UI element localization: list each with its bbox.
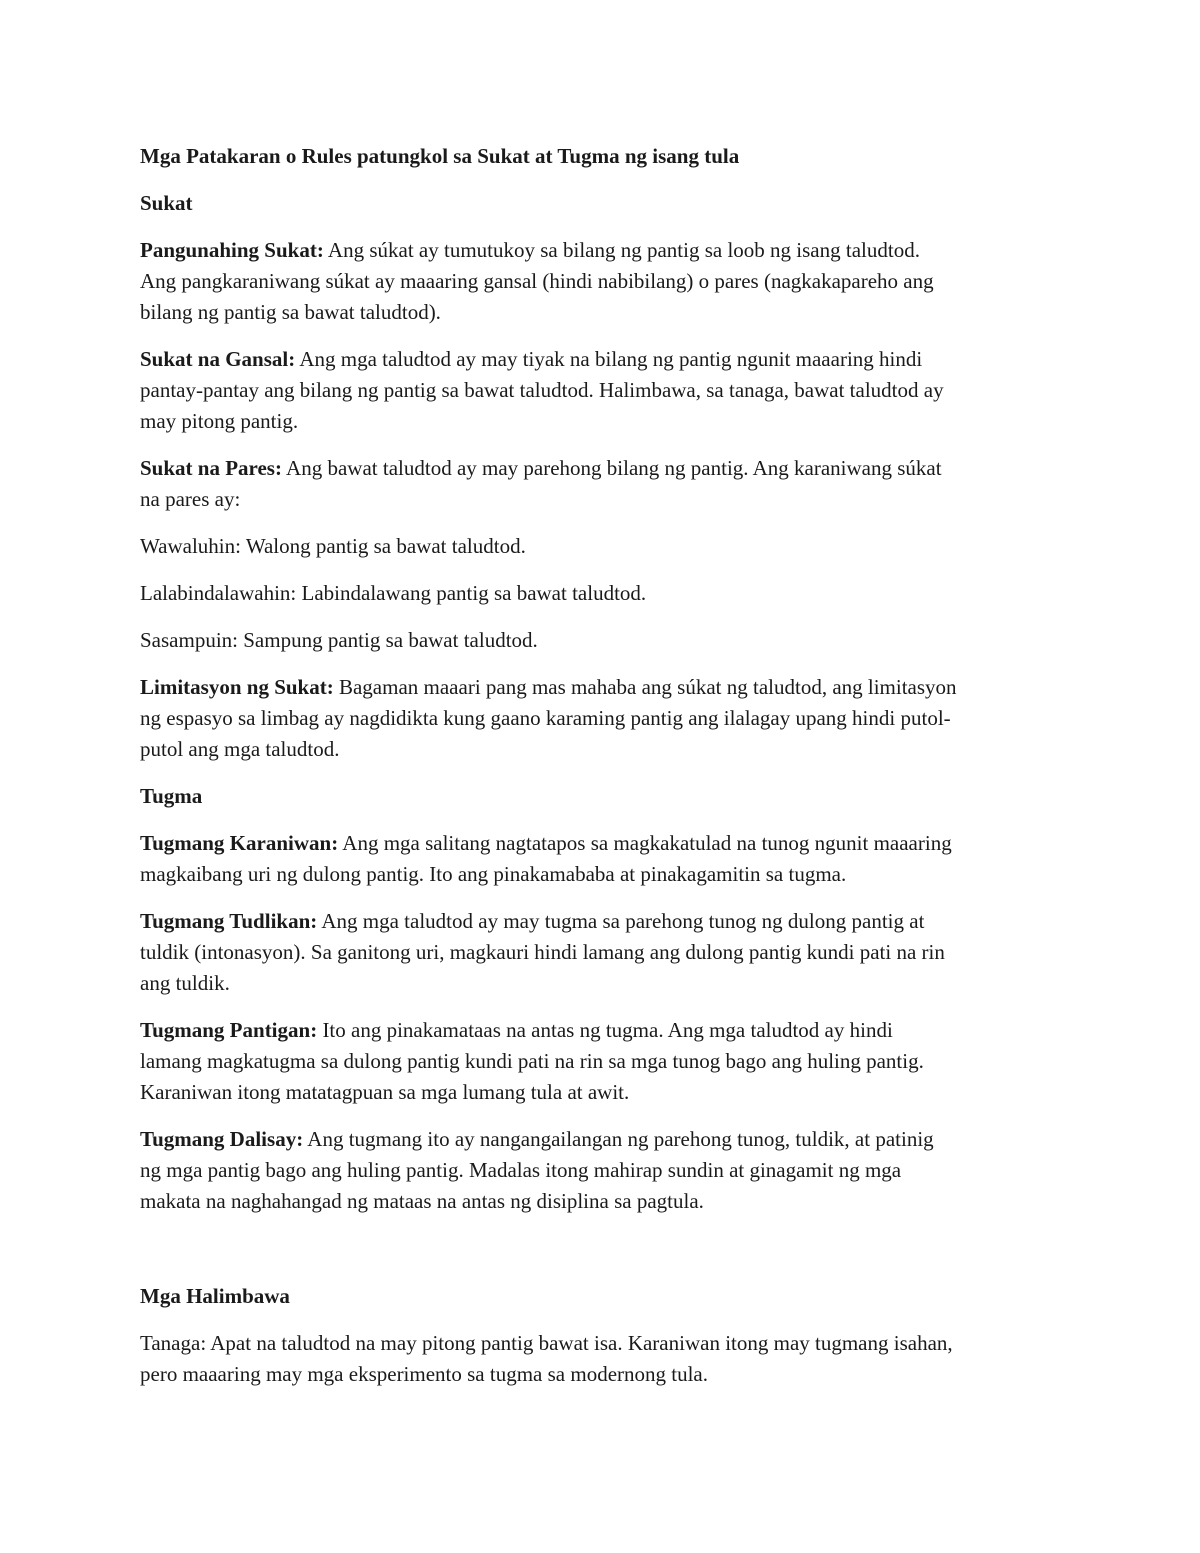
section-heading	[140, 1281, 1080, 1312]
term-label: Tugmang Karaniwan:	[140, 831, 339, 855]
line-text: Karaniwan itong matatagpuan sa mga lumang tula at awit.	[140, 1080, 630, 1104]
section-heading-text: Tugma	[140, 784, 203, 808]
paragraph-line	[140, 828, 1080, 859]
term-label: Sukat na Pares:	[140, 456, 282, 480]
paragraph-line	[140, 1328, 1080, 1359]
line-text: Wawaluhin: Walong pantig sa bawat taludtod.	[140, 534, 526, 558]
line-text: ng mga pantig bago ang huling pantig. Madalas itong mahirap sundin at ginagamit ng mga	[140, 1158, 902, 1182]
paragraph-line	[140, 968, 1080, 999]
paragraph-line	[140, 297, 1080, 328]
line-text: Ang mga taludtod ay may tiyak na bilang ng pantig ngunit maaaring hindi	[295, 347, 923, 371]
paragraph-line	[140, 734, 1080, 765]
line-text: may pitong pantig.	[140, 409, 299, 433]
paragraph-line	[140, 703, 1080, 734]
paragraph	[140, 453, 1080, 515]
document-page	[140, 141, 1080, 1406]
paragraph-line	[140, 1077, 1080, 1108]
line-text: makata na naghahangad ng mataas na antas ng disiplina sa pagtula.	[140, 1189, 704, 1213]
line-text: Lalabindalawahin: Labindalawang pantig sa bawat taludtod.	[140, 581, 647, 605]
paragraph-line	[140, 406, 1080, 437]
term-label: Tugmang Pantigan:	[140, 1018, 318, 1042]
line-text: Ito ang pinakamataas na antas ng tugma. Ang mga taludtod ay hindi	[317, 1018, 893, 1042]
paragraph-line	[140, 375, 1080, 406]
paragraph-line	[140, 531, 1080, 562]
line-text: pero maaaring may mga eksperimento sa tugma sa modernong tula.	[140, 1362, 708, 1386]
paragraph-line	[140, 1186, 1080, 1217]
section-heading-text: Sukat	[140, 191, 193, 215]
paragraph	[140, 578, 1080, 609]
line-text: Tanaga: Apat na taludtod na may pitong pantig bawat isa. Karaniwan itong may tugmang isahan,	[140, 1331, 953, 1355]
paragraph	[140, 1328, 1080, 1390]
term-label: Limitasyon ng Sukat:	[140, 675, 334, 699]
paragraph	[140, 672, 1080, 765]
line-text: putol ang mga taludtod.	[140, 737, 340, 761]
document-title	[140, 141, 1080, 172]
section-heading-text: Mga Halimbawa	[140, 1284, 290, 1308]
paragraph-line	[140, 1359, 1080, 1390]
document-body	[140, 188, 1080, 1390]
paragraph-line	[140, 625, 1080, 656]
paragraph-line	[140, 578, 1080, 609]
paragraph	[140, 625, 1080, 656]
line-text: Bagaman maaari pang mas mahaba ang súkat ng taludtod, ang limitasyon	[333, 675, 957, 699]
line-text: pantay-pantay ang bilang ng pantig sa bawat taludtod. Halimbawa, sa tanaga, bawat taludtod ay	[140, 378, 944, 402]
section-heading	[140, 188, 1080, 219]
line-text: Ang bawat taludtod ay may parehong bilang ng pantig. Ang karaniwang súkat	[281, 456, 942, 480]
line-text: Ang súkat ay tumutukoy sa bilang ng pantig sa loob ng isang taludtod.	[323, 238, 920, 262]
line-text: Ang mga salitang nagtatapos sa magkakatulad na tunog ngunit maaaring	[338, 831, 952, 855]
paragraph-line	[140, 266, 1080, 297]
paragraph	[140, 828, 1080, 890]
paragraph	[140, 1015, 1080, 1108]
line-text: Sasampuin: Sampung pantig sa bawat taludtod.	[140, 628, 538, 652]
paragraph-line	[140, 859, 1080, 890]
paragraph-line	[140, 1124, 1080, 1155]
paragraph	[140, 235, 1080, 328]
paragraph-line	[140, 1046, 1080, 1077]
line-text: ang tuldik.	[140, 971, 230, 995]
line-text: lamang magkatugma sa dulong pantig kundi pati na rin sa mga tunog bago ang huling pantig.	[140, 1049, 924, 1073]
paragraph	[140, 531, 1080, 562]
line-text: na pares ay:	[140, 487, 241, 511]
term-label: Tugmang Tudlikan:	[140, 909, 318, 933]
paragraph-line	[140, 672, 1080, 703]
paragraph-line	[140, 235, 1080, 266]
line-text: bilang ng pantig sa bawat taludtod).	[140, 300, 441, 324]
paragraph	[140, 1124, 1080, 1217]
term-label: Pangunahing Sukat:	[140, 238, 324, 262]
paragraph-line	[140, 484, 1080, 515]
line-text: Ang pangkaraniwang súkat ay maaaring gansal (hindi nabibilang) o pares (nagkakapareho ang	[140, 269, 934, 293]
paragraph-line	[140, 1015, 1080, 1046]
term-label: Tugmang Dalisay:	[140, 1127, 304, 1151]
paragraph-line	[140, 453, 1080, 484]
line-text: ng espasyo sa limbag ay nagdidikta kung gaano karaming pantig ang ilalagay upang hindi putol-	[140, 706, 951, 730]
paragraph-line	[140, 1155, 1080, 1186]
line-text: Ang tugmang ito ay nangangailangan ng parehong tunog, tuldik, at patinig	[303, 1127, 934, 1151]
line-text: magkaibang uri ng dulong pantig. Ito ang pinakamababa at pinakagamitin sa tugma.	[140, 862, 847, 886]
paragraph	[140, 344, 1080, 437]
term-label: Sukat na Gansal:	[140, 347, 296, 371]
paragraph-line	[140, 937, 1080, 968]
line-text: Ang mga taludtod ay may tugma sa parehong tunog ng dulong pantig at	[317, 909, 925, 933]
paragraph	[140, 906, 1080, 999]
paragraph-line	[140, 906, 1080, 937]
title-text: Mga Patakaran o Rules patungkol sa Sukat at Tugma ng isang tula	[140, 144, 740, 168]
section-spacer	[140, 1233, 1080, 1281]
paragraph-line	[140, 344, 1080, 375]
section-heading	[140, 781, 1080, 812]
line-text: tuldik (intonasyon). Sa ganitong uri, magkauri hindi lamang ang dulong pantig kundi pati na rin	[140, 940, 945, 964]
